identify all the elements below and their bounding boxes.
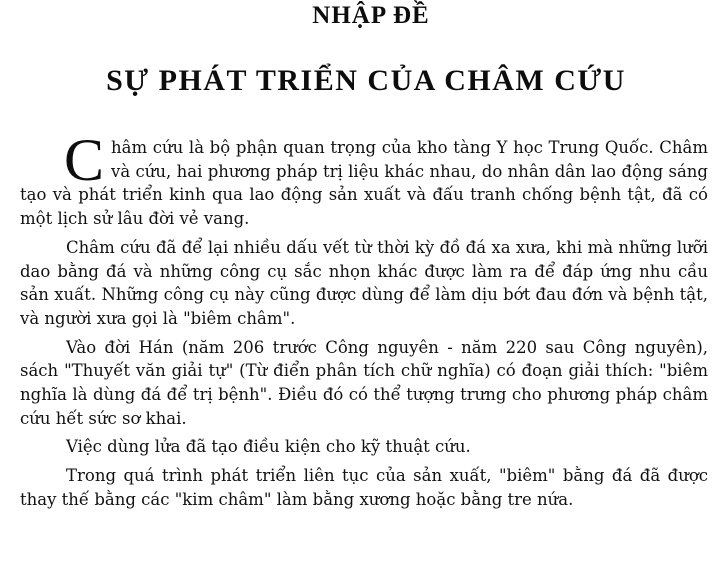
body-text <box>20 127 708 512</box>
paragraph-1-text: hâm cứu là bộ phận quan trọng của kho tàng Y học Trung Quốc. Châm và cứu, hai phương pháp trị liệu khác nhau, do nhân dân lao động sáng tạo và phát triển kinh qua lao động sản xuất và đấu tranh chống bệnh tật, đã có một lịch sử lâu đời vẻ vang. <box>20 138 708 229</box>
section-kicker: NHẬP ĐỀ <box>312 2 430 29</box>
chapter-title: SỰ PHÁT TRIỂN CỦA CHÂM CỨU <box>106 64 626 97</box>
paragraph-1 <box>20 127 708 231</box>
drop-cap: C <box>64 127 105 193</box>
paragraph-5: Trong quá trình phát triển liên tục của sản xuất, "biêm" bằng đá đã được thay thế bằng các "kim châm" làm bằng xương hoặc bằng tre nứa. <box>20 466 708 509</box>
paragraph-2: Châm cứu đã để lại nhiều dấu vết từ thời kỳ đồ đá xa xưa, khi mà những lưỡi dao bằng đá và những công cụ sắc nhọn khác được làm ra để đáp ứng nhu cầu sản xuất. Những công cụ này cũng được dùng để làm dịu bớt đau đớn và bệnh tật, và người xưa gọi là "biêm châm". <box>20 237 708 328</box>
paragraph-3: Vào đời Hán (năm 206 trước Công nguyên - năm 220 sau Công nguyên), sách "Thuyết văn giải tự" (Từ điển phân tích chữ nghĩa) có đoạn giải thích: "biêm nghĩa là dùng đá để trị bệnh". Điều đó có thể tượng trưng cho phương pháp châm cứu hết sức sơ khai. <box>20 337 708 428</box>
paragraph-4: Việc dùng lửa đã tạo điều kiện cho kỹ thuật cứu. <box>66 437 471 457</box>
